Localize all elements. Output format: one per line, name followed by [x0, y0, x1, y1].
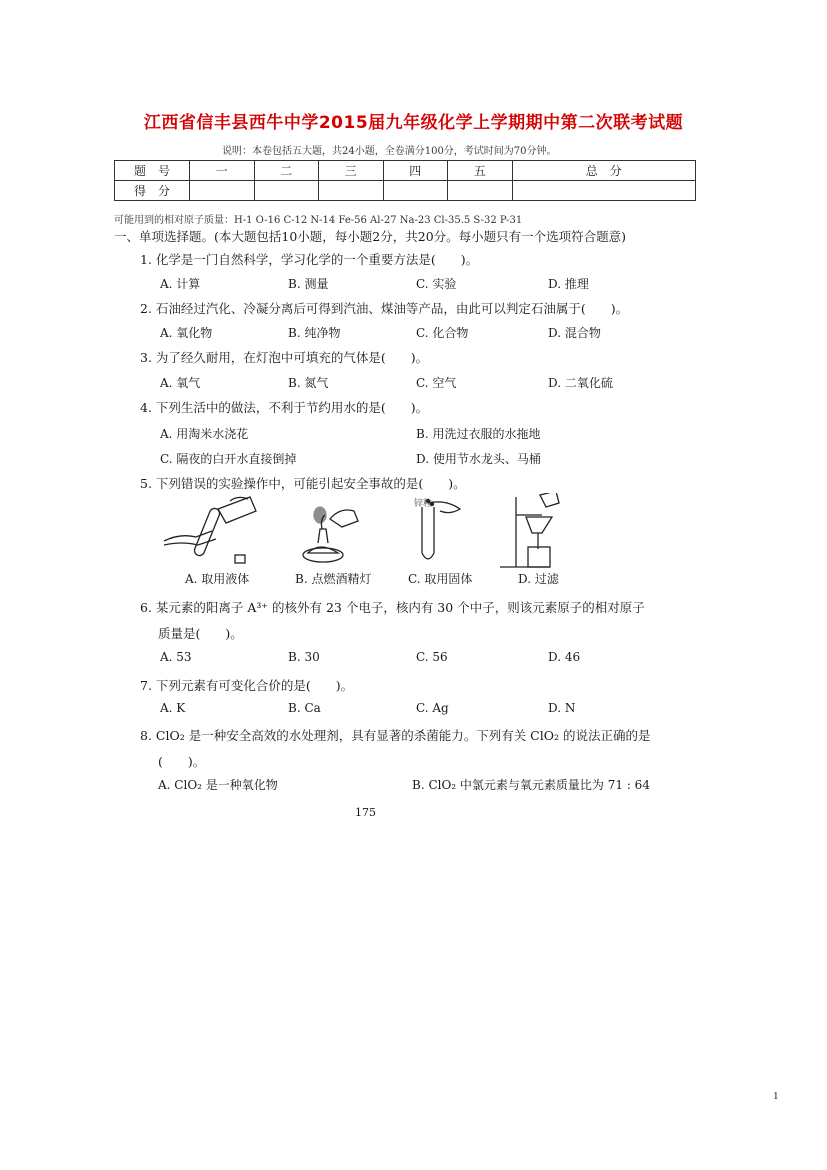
option: A. 氧化物 — [160, 326, 213, 340]
score-cell: 五 — [448, 161, 513, 181]
score-cell-empty — [190, 181, 255, 201]
option: C. 隔夜的白开水直接倒掉 — [160, 452, 297, 466]
document-title: 江西省信丰县西牛中学2015届九年级化学上学期期中第二次联考试题 — [143, 113, 684, 133]
option: C. 空气 — [416, 376, 457, 390]
question-8: 8. ClO₂ 是一种安全高效的水处理剂，具有显著的杀菌能力。下列有关 ClO₂ 的说法正确的是 — [140, 728, 651, 743]
section-heading: 一、单项选择题。(本大题包括10小题，每小题2分，共20分。每小题只有一个选项符合题意) — [114, 229, 627, 244]
option: A. 氧气 — [160, 376, 201, 390]
alcohol-lamp-diagram — [303, 507, 358, 562]
lab-diagrams — [160, 493, 560, 573]
option: A. ClO₂ 是一种氧化物 — [158, 778, 278, 792]
question-3: 3. 为了经久耐用，在灯泡中可填充的气体是( )。 — [140, 350, 429, 365]
option: D. 混合物 — [548, 326, 601, 340]
score-table — [114, 160, 696, 201]
figure-caption: D. 过滤 — [518, 572, 559, 586]
option: B. 用洗过衣服的水拖地 — [416, 427, 541, 441]
question-8-continued: ( )。 — [158, 754, 206, 769]
question-7: 7. 下列元素有可变化合价的是( )。 — [140, 678, 354, 693]
score-table-header-row — [115, 161, 696, 181]
option: B. 纯净物 — [288, 326, 341, 340]
question-2: 2. 石油经过汽化、冷凝分离后可得到汽油、煤油等产品，由此可以判定石油属于( )。 — [140, 301, 629, 316]
option: B. 30 — [288, 650, 320, 664]
option: D. N — [548, 701, 576, 715]
option: A. K — [160, 701, 186, 715]
pouring-liquid-diagram — [164, 497, 256, 563]
option: C. Ag — [416, 701, 449, 715]
option: D. 二氧化硫 — [548, 376, 613, 390]
score-cell: 一 — [190, 161, 255, 181]
filtration-diagram — [500, 493, 559, 567]
score-cell-empty — [383, 181, 448, 201]
score-cell: 三 — [319, 161, 384, 181]
option: B. 氮气 — [288, 376, 329, 390]
exam-instructions: 说明：本卷包括五大题，共24小题，全卷满分100分，考试时间为70分钟。 — [222, 146, 557, 157]
score-cell-empty — [319, 181, 384, 201]
option: C. 化合物 — [416, 326, 469, 340]
zinc-label: 锌粒 — [414, 499, 433, 509]
atomic-masses: 可能用到的相对原子质量：H-1 O-16 C-12 N-14 Fe-56 Al-27 Na-23 Cl-35.5 S-32 P-31 — [114, 215, 523, 226]
scanned-exam-page — [110, 140, 710, 820]
score-table-score-row — [115, 181, 696, 201]
score-cell: 四 — [383, 161, 448, 181]
page-number: 1 — [773, 1090, 779, 1102]
option: A. 计算 — [160, 277, 201, 291]
score-cell: 得 分 — [115, 181, 190, 201]
option: A. 用淘米水浇花 — [160, 427, 249, 441]
question-6: 6. 某元素的阳离子 A³⁺ 的核外有 23 个电子，核内有 30 个中子，则该元素原子的相对原子 — [140, 600, 645, 615]
option: C. 实验 — [416, 277, 457, 291]
score-cell: 二 — [254, 161, 319, 181]
question-4: 4. 下列生活中的做法，不利于节约用水的是( )。 — [140, 400, 429, 415]
question-1: 1. 化学是一门自然科学，学习化学的一个重要方法是( )。 — [140, 252, 479, 267]
score-cell-empty — [512, 181, 696, 201]
figure-caption: B. 点燃酒精灯 — [295, 572, 372, 586]
question-6-continued: 质量是( )。 — [158, 626, 243, 641]
option: D. 使用节水龙头、马桶 — [416, 452, 541, 466]
score-cell: 总 分 — [512, 161, 696, 181]
score-cell-empty — [448, 181, 513, 201]
option: C. 56 — [416, 650, 448, 664]
score-cell-empty — [254, 181, 319, 201]
option: D. 推理 — [548, 277, 589, 291]
option: A. 53 — [160, 650, 192, 664]
option: D. 46 — [548, 650, 581, 664]
question-5: 5. 下列错误的实验操作中，可能引起安全事故的是( )。 — [140, 476, 466, 491]
score-cell: 题 号 — [115, 161, 190, 181]
scan-page-number: 175 — [355, 806, 376, 819]
option: B. ClO₂ 中氯元素与氧元素质量比为 71 : 64 — [412, 778, 650, 792]
option: B. Ca — [288, 701, 321, 715]
option: B. 测量 — [288, 277, 329, 291]
figure-caption: A. 取用液体 — [185, 572, 250, 586]
figure-caption: C. 取用固体 — [408, 572, 473, 586]
